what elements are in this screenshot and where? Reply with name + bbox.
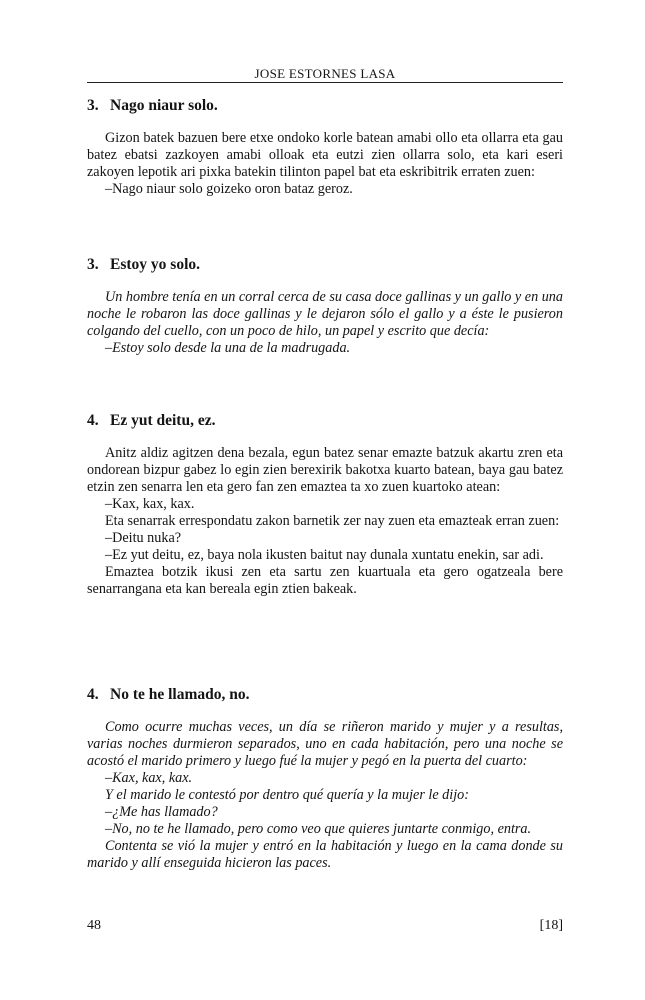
paragraph: –Deitu nuka? bbox=[105, 530, 182, 546]
section-number: 3. bbox=[87, 97, 99, 114]
section-number: 4. bbox=[87, 686, 99, 703]
paragraph: –No, no te he llamado, pero como veo que quieres juntarte conmigo, entra. bbox=[105, 821, 532, 837]
section-title: No te he llamado, no. bbox=[110, 686, 250, 703]
paragraph: Emaztea botzik ikusi zen eta sartu zen kuartuala eta gero ogatzeala bere senarrangana eta kan bereala egin ztien bakeak. bbox=[87, 564, 563, 597]
section-heading bbox=[87, 686, 563, 704]
section-title: Ez yut deitu, ez. bbox=[110, 412, 216, 429]
paragraph: Contenta se vió la mujer y entró en la habitación y luego en la cama donde su marido y allí enseguida hicieron las paces. bbox=[87, 838, 563, 871]
section-body bbox=[87, 130, 563, 198]
section-number: 3. bbox=[87, 256, 99, 273]
paragraph: Anitz aldiz agitzen dena bezala, egun batez senar emazte batzuk akartu zren eta ondorean bizpur gabez lo egin zien berexirik bakotxa kuarto batean, baya gau batez etzin zen senarra len eta gero fan zen emaztea ta xo zuen kuartoko atean: bbox=[87, 445, 563, 495]
header-rule bbox=[87, 82, 563, 83]
section-number: 4. bbox=[87, 412, 99, 429]
paragraph: –Kax, kax, kax. bbox=[105, 770, 193, 786]
paragraph: Un hombre tenía en un corral cerca de su casa doce gallinas y un gallo y en una noche le robaron las doce gallinas y le dejaron sólo el gallo y a éste le pusieron colgando del cuello, con un poco de hilo, un papel y escrito que decía: bbox=[87, 289, 563, 339]
section-2-spanish bbox=[87, 256, 563, 357]
paragraph: Eta senarrak errespondatu zakon barnetik zer nay zuen eta emazteak erran zuen: bbox=[105, 513, 560, 529]
section-body bbox=[87, 289, 563, 357]
section-title: Nago niaur solo. bbox=[110, 97, 218, 114]
paragraph: –¿Me has llamado? bbox=[105, 804, 218, 820]
paragraph: Gizon batek bazuen bere etxe ondoko korle batean amabi ollo eta ollarra eta gau batez ebatsi zazkoyen amabi olloak eta eutzi zien ollarra solo, eta kari eseri zakoyen lepotik ari pixka batekin tilinton papel bat eta eskribitrik erraten zuen: bbox=[87, 130, 563, 180]
section-heading bbox=[87, 97, 563, 115]
page-number: 48 bbox=[87, 918, 101, 933]
paragraph: –Estoy solo desde la una de la madrugada. bbox=[105, 340, 351, 356]
page-reference: [18] bbox=[539, 918, 563, 933]
paragraph: –Nago niaur solo goizeko oron bataz geroz. bbox=[105, 181, 353, 197]
paragraph: Como ocurre muchas veces, un día se riñeron marido y mujer y a resultas, varias noches durmieron separados, uno en cada habitación, pero una noche se acostó el marido primero y luego fué la mujer y pegó en la puerta del cuarto: bbox=[87, 719, 563, 769]
section-title: Estoy yo solo. bbox=[110, 256, 200, 273]
section-3-basque bbox=[87, 412, 563, 598]
section-body bbox=[87, 719, 563, 872]
section-heading bbox=[87, 256, 563, 274]
section-4-spanish bbox=[87, 686, 563, 872]
section-heading bbox=[87, 412, 563, 430]
paragraph: Y el marido le contestó por dentro qué quería y la mujer le dijo: bbox=[105, 787, 469, 803]
paragraph: –Ez yut deitu, ez, baya nola ikusten baitut nay dunala xuntatu enekin, sar adi. bbox=[105, 547, 544, 563]
section-body bbox=[87, 445, 563, 598]
running-header: JOSE ESTORNES LASA bbox=[254, 66, 396, 81]
section-1-basque bbox=[87, 97, 563, 198]
paragraph: –Kax, kax, kax. bbox=[105, 496, 195, 512]
